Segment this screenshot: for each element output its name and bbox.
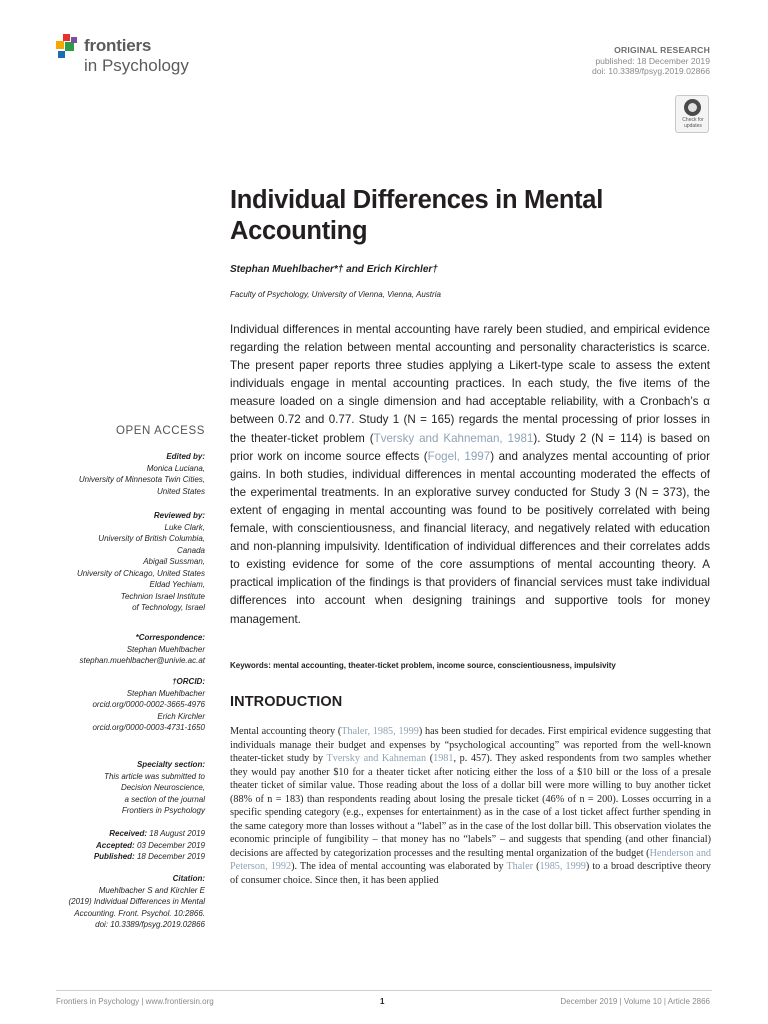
- frontiers-logo-icon: [56, 34, 82, 62]
- sidebar-line: Frontiers in Psychology: [121, 806, 205, 815]
- sidebar-line: (2019) Individual Differences in Mental: [68, 897, 205, 906]
- check-updates-icon: [684, 99, 701, 116]
- body-text: Mental accounting theory (: [230, 726, 342, 737]
- article-affiliation: Faculty of Psychology, University of Vienna, Vienna, Austria: [230, 290, 441, 299]
- sidebar-line: Eldad Yechiam,: [149, 580, 205, 589]
- sidebar-specialty: [104, 759, 205, 817]
- open-access-label: OPEN ACCESS: [115, 425, 205, 437]
- accepted-date: [94, 840, 205, 852]
- section-heading-introduction: INTRODUCTION: [230, 694, 343, 710]
- sidebar-dates: [94, 828, 205, 863]
- published-label: Published:: [93, 852, 135, 861]
- citation-link[interactable]: Thaler: [506, 861, 534, 873]
- sidebar-line: Canada: [176, 545, 205, 555]
- sidebar-line: of Technology, Israel: [132, 603, 205, 612]
- sidebar-edited-by: [79, 451, 205, 497]
- check-for-updates-button[interactable]: [675, 95, 709, 133]
- sidebar-line: This article was submitted to: [104, 771, 205, 781]
- received-value: 18 August 2019: [149, 829, 205, 838]
- sidebar-citation: [68, 873, 205, 931]
- citation-link[interactable]: 1985, 1999: [539, 861, 586, 873]
- sidebar-line: Muehlbacher S and Kirchler E: [98, 885, 205, 895]
- accepted-label: Accepted:: [96, 840, 135, 850]
- citation-link[interactable]: Henderson and Peterson, 1992: [230, 847, 712, 873]
- footer-issue-info: December 2019 | Volume 10 | Article 2866: [560, 997, 710, 1006]
- citation-doi-link[interactable]: doi: 10.3389/fpsyg.2019.02866: [95, 920, 205, 929]
- sidebar-line: Accounting. Front. Psychol. 10:2866.: [74, 908, 205, 918]
- sidebar-reviewed-by: [77, 510, 205, 614]
- sidebar-orcid: [92, 676, 205, 734]
- published-date-side: [94, 851, 205, 863]
- reviewed-by-heading: Reviewed by:: [153, 511, 205, 520]
- correspondence-heading: *Correspondence:: [135, 633, 205, 642]
- check-updates-label: Check for updates: [682, 117, 704, 129]
- keywords: Keywords: mental accounting, theater-ticket problem, income source, conscientiousness, impulsivity: [230, 661, 616, 670]
- abstract: [230, 321, 710, 629]
- sidebar-line: a section of the journal: [124, 794, 205, 804]
- received-date: [94, 828, 205, 840]
- citation-link[interactable]: Thaler, 1985, 1999: [341, 726, 419, 737]
- citation-heading: Citation:: [172, 874, 205, 883]
- sidebar-line: United States: [156, 486, 205, 496]
- abstract-text: ) and analyzes mental accounting of prior gains. In both studies, individual differences in mental accounting moderated the effects of the experimental treatments. In an explorative survey conducted for Study 3 (N = 373), the extent of engaging in mental accounting was found to be positively correlated with being female, with conscientiousness, and financial literacy, and negatively related with education and non-planning impulsivity. Identification of individual differences and their correlates adds to existing evidence for some of the core assumptions of mental accounting theory. A practical implication of the findings is that providers of financial services must take individual differences into account when designing trainings and supportive tools for money management.: [230, 449, 710, 626]
- article-meta-header: [592, 45, 710, 77]
- sidebar-line: Erich Kirchler: [157, 711, 205, 721]
- introduction-body: [230, 725, 711, 888]
- published-date: published: 18 December 2019: [595, 55, 710, 66]
- sidebar-line: Technion Israel Institute: [120, 591, 205, 601]
- sidebar-line: Decision Neuroscience,: [120, 783, 205, 792]
- sidebar-correspondence: [79, 632, 205, 667]
- body-text: (: [533, 861, 540, 873]
- abstract-text: ). Study 2 (N = 114) is based on prior work on income source effects (: [230, 431, 711, 463]
- orcid-heading: †ORCID:: [172, 677, 205, 686]
- sidebar-line: University of British Columbia,: [98, 534, 205, 543]
- accepted-value: 03 December 2019: [136, 840, 205, 850]
- body-text: , p. 457). They asked respondents from two samples whether they would pay another $10 for a theater ticket after noticing either the loss of a $10 bill or the loss of a presale theater ticket of similar value. Those reading about the loss of a dollar bill were more willing to buy another ticket (88% of n = 183) than respondents reading about losing the presale ticket (46% of n = 200). Losses occurring in a specific spending category (e.g., expenses for entertainment) as in the case of a lost ticket affect further spending in the same category more than losses without a “label” as in the case of the lost dollar bill. This observation violates the economic principle of fungibility – that money has no “labels” – and suggests that spending (and other financial) decisions are affected by categorization processes and the resulting mental organization of the budget (: [230, 753, 712, 859]
- footer-journal-link[interactable]: Frontiers in Psychology | www.frontiersin.org: [56, 997, 214, 1006]
- journal-logo-line1: frontiers: [84, 36, 152, 55]
- orcid-link[interactable]: orcid.org/0000-0002-3665-4976: [92, 700, 205, 709]
- article-type: ORIGINAL RESEARCH: [614, 45, 710, 55]
- doi[interactable]: doi: 10.3389/fpsyg.2019.02866: [591, 66, 710, 76]
- sidebar-line: Abigail Sussman,: [143, 557, 205, 566]
- sidebar-line: Stephan Muehlbacher: [126, 644, 205, 654]
- page-number: 1: [380, 997, 385, 1006]
- published-value: 18 December 2019: [136, 852, 205, 861]
- journal-logo-line2: in Psychology: [84, 56, 189, 75]
- sidebar-line: Monica Luciana,: [146, 463, 205, 473]
- sidebar-line: University of Chicago, United States: [76, 568, 205, 578]
- edited-by-heading: Edited by:: [166, 452, 205, 461]
- body-text: ). The idea of mental accounting was elaborated by: [291, 861, 507, 873]
- sidebar-line: Luke Clark,: [164, 522, 205, 532]
- citation-link[interactable]: Tversky and Kahneman: [326, 753, 427, 765]
- citation-link[interactable]: 1981: [433, 753, 454, 765]
- body-text: ) to a broad descriptive theory of consumer choice. Since then, it has been applied: [230, 861, 711, 887]
- article-authors: Stephan Muehlbacher*† and Erich Kirchler†: [230, 264, 438, 275]
- orcid-link[interactable]: orcid.org/0000-0003-4731-1650: [92, 723, 205, 732]
- specialty-heading: Specialty section:: [136, 760, 205, 769]
- article-title: Individual Differences in Mental Accounting: [230, 186, 603, 245]
- body-text: ) has been studied for decades. First empirical evidence suggesting that individuals manage their budget and expenses by “psychological accounting” was reported from the well-known theater-ticket study by: [230, 726, 711, 765]
- abstract-text: Individual differences in mental accounting have rarely been studied, and empirical evidence regarding the relation between mental accounting and personality characteristics is scarce. The present paper reports three studies applying a Likert-type scale to assess the extent individuals engage in mental accounting practices. In each study, the five items of the measure loaded on a single dimension and had acceptable reliability, with a Cronbach’s α between 0.72 and 0.77. Study 1 (N = 165) regards the mental processing of prior losses in the theater-ticket problem (: [230, 323, 710, 445]
- sidebar-line: Stephan Muehlbacher: [126, 688, 205, 698]
- correspondence-email-link[interactable]: stephan.muehlbacher@univie.ac.at: [79, 656, 205, 665]
- sidebar-line: University of Minnesota Twin Cities,: [78, 475, 205, 484]
- citation-link[interactable]: Fogel, 1997: [427, 449, 491, 463]
- citation-link[interactable]: Tversky and Kahneman, 1981: [373, 431, 534, 445]
- received-label: Received:: [109, 829, 148, 838]
- footer-divider: [56, 990, 712, 991]
- body-text: (: [426, 753, 434, 765]
